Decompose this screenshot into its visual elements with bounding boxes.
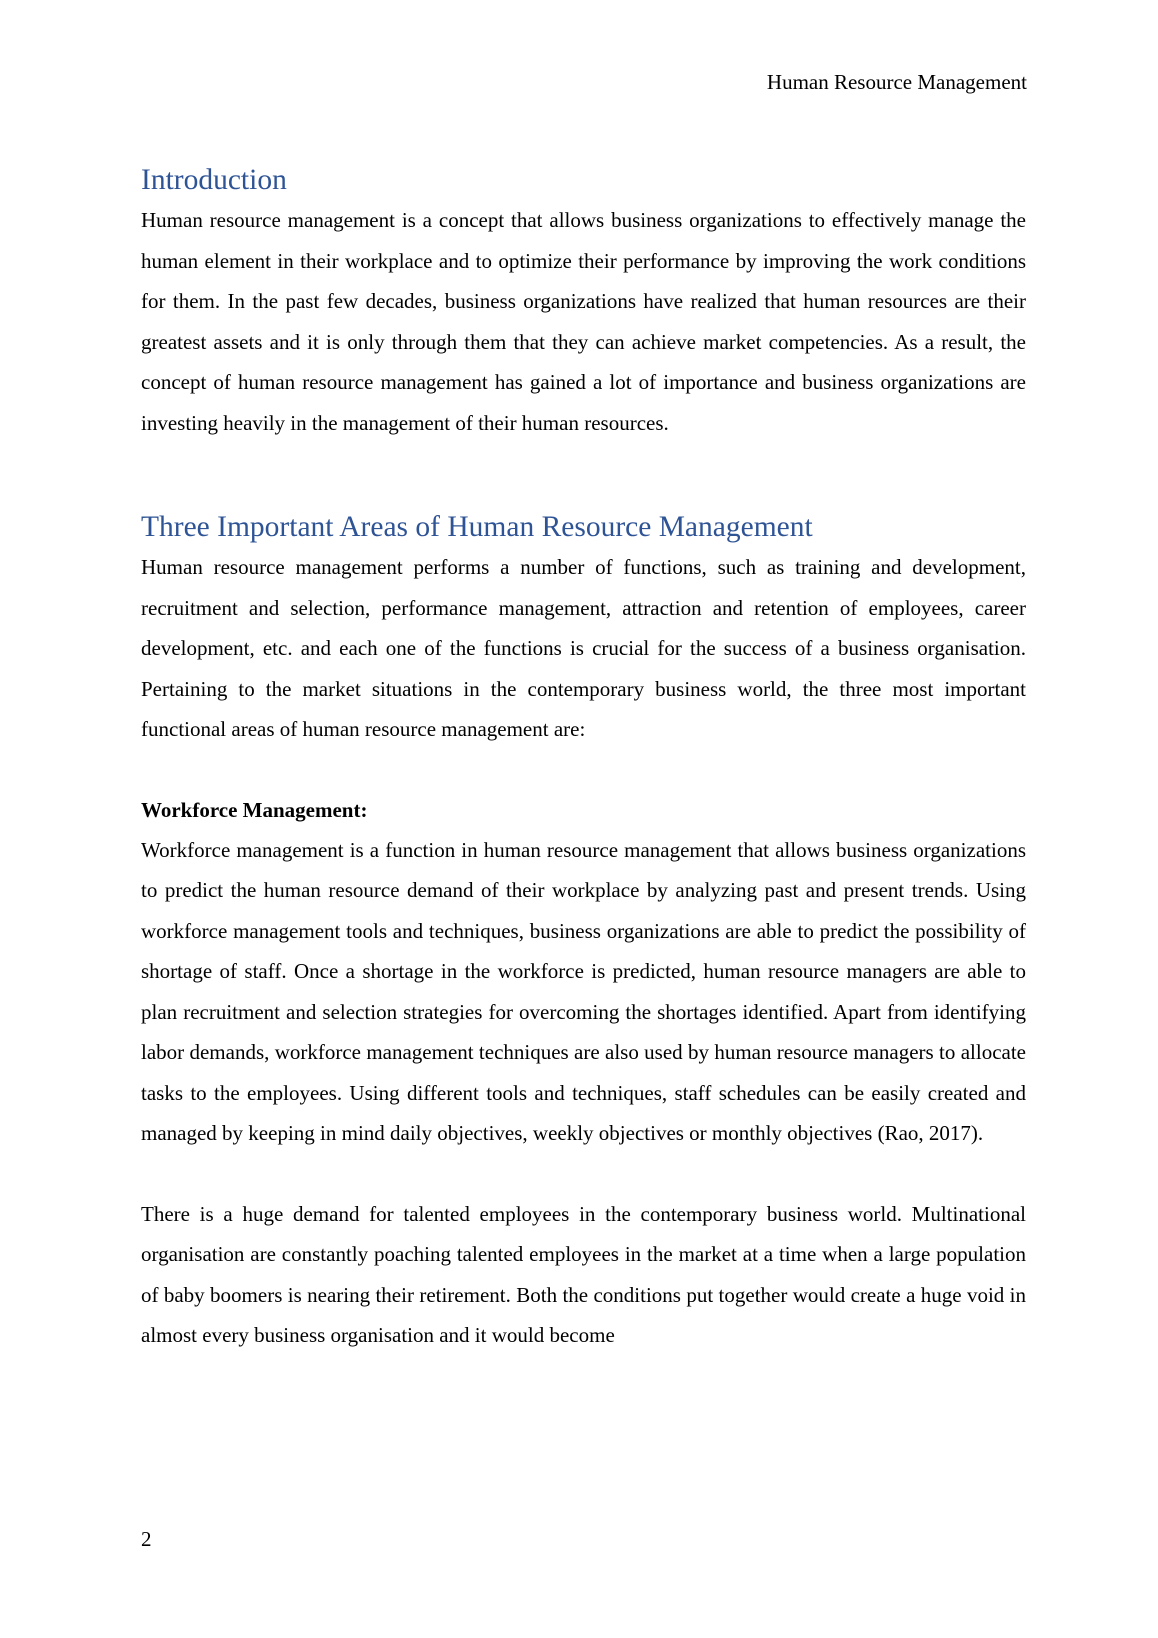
workforce-paragraph-2: There is a huge demand for talented employees in the contemporary business world. Multinational organisation are constantly poaching talented employees in the market at a time when a large population of baby boomers is nearing their retirement. Both the conditions put together would create a huge void in almost every business organisation and it would become xyxy=(141,1201,1026,1347)
introduction-heading: Introduction xyxy=(141,164,287,196)
workforce-paragraph-1: Workforce management is a function in human resource management that allows business organizations to predict the human resource demand of their workplace by analyzing past and present trends. Using workforce management tools and techniques, business organizations are able to predict the possibility of shortage of staff. Once a shortage in the workforce is predicted, human resource managers are able to plan recruitment and selection strategies for overcoming the shortages identified. Apart from identifying labor demands, workforce management techniques are also used by human resource managers to allocate tasks to the employees. Using different tools and techniques, staff schedules can be easily created and managed by keeping in mind daily objectives, weekly objectives or monthly objectives (Rao, 2017). xyxy=(141,837,1026,1145)
page-number: 2 xyxy=(141,1527,152,1551)
workforce-management-subheading: Workforce Management: xyxy=(141,797,368,822)
three-areas-paragraph: Human resource management performs a number of functions, such as training and development, recruitment and selection, performance management, attraction and retention of employees, career development, etc. and each one of the functions is crucial for the success of a business organisation. Pertaining to the market situations in the contemporary business world, the three most important functional areas of human resource management are: xyxy=(141,555,1026,741)
spacer xyxy=(141,443,1026,507)
three-areas-heading: Three Important Areas of Human Resource Management xyxy=(141,511,813,543)
running-header: Human Resource Management xyxy=(766,70,1027,94)
spacer xyxy=(141,750,1026,790)
introduction-paragraph: Human resource management is a concept that allows business organizations to effectively manage the human element in their workplace and to optimize their performance by improving the work conditions for them. In the past few decades, business organizations have realized that human resources are their greatest assets and it is only through them that they can achieve market competencies. As a result, the concept of human resource management has gained a lot of importance and business organizations are investing heavily in the management of their human resources. xyxy=(141,208,1026,435)
page-content xyxy=(141,160,1026,1356)
spacer xyxy=(141,1154,1026,1194)
